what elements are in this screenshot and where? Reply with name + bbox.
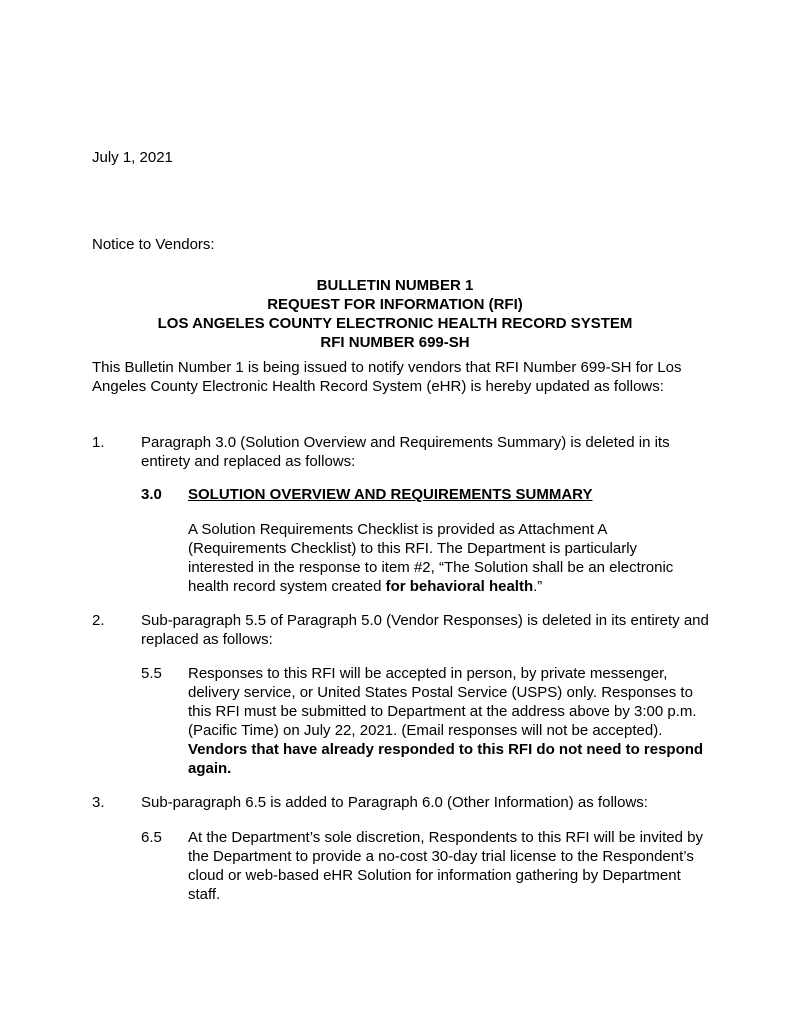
item-text-1: Paragraph 3.0 (Solution Overview and Requirements Summary) is deleted in its entirety and replaced as follows: (141, 434, 670, 470)
bulletin-heading (92, 276, 698, 352)
sub-text-5-5-bold: Vendors that have already responded to this RFI do not need to respond again. (188, 741, 704, 777)
intro-paragraph: This Bulletin Number 1 is being issued to notify vendors that RFI Number 699-SH for Los Angeles County Electronic Health Record System (eHR) is hereby updated as follows: (92, 359, 682, 395)
sub-text-5-5-main: Responses to this RFI will be accepted in person, by private messenger, delivery service, or United States Postal Service (USPS) only. Responses to this RFI must be submitted to Department at the address above by 3:00 p.m. (Pacific Time) on July 22, 2021. (Email responses will not be accepted). (188, 665, 697, 739)
document-date: July 1, 2021 (92, 149, 173, 166)
heading-line-4: RFI NUMBER 699-SH (320, 334, 470, 351)
sub-text-3-0 (188, 520, 698, 596)
sub-number-6-5: 6.5 (141, 829, 162, 846)
sub-text-5-5 (188, 664, 704, 778)
item-number-2: 2. (92, 612, 105, 629)
sub-text-6-5: At the Department’s sole discretion, Respondents to this RFI will be invited by the Department to provide a no-cost 30-day trial license to the Respondent’s cloud or web-based eHR Solution for information gathering by Department staff. (188, 829, 703, 903)
heading-line-1: BULLETIN NUMBER 1 (316, 277, 474, 294)
item-number-1: 1. (92, 434, 105, 451)
section-title: SOLUTION OVERVIEW AND REQUIREMENTS SUMMARY (188, 486, 593, 503)
heading-line-3: LOS ANGELES COUNTY ELECTRONIC HEALTH RECORD SYSTEM (157, 315, 633, 332)
sub-text-3-0-end: .” (533, 578, 543, 595)
heading-line-2: REQUEST FOR INFORMATION (RFI) (267, 296, 523, 313)
item-text-3: Sub-paragraph 6.5 is added to Paragraph 6.0 (Other Information) as follows: (141, 794, 648, 811)
item-text-2: Sub-paragraph 5.5 of Paragraph 5.0 (Vendor Responses) is deleted in its entirety and replaced as follows: (141, 612, 709, 648)
sub-text-3-0-bold: for behavioral health (385, 578, 534, 595)
sub-number-3-0: 3.0 (141, 486, 162, 503)
sub-number-5-5: 5.5 (141, 665, 162, 682)
sub-text-3-0-main: A Solution Requirements Checklist is provided as Attachment A (Requirements Checklist) to this RFI. The Department is particularly interested in the response to item #2, “The Solution shall be an electronic health record system created (188, 521, 674, 595)
salutation: Notice to Vendors: (92, 236, 215, 253)
item-number-3: 3. (92, 794, 105, 811)
